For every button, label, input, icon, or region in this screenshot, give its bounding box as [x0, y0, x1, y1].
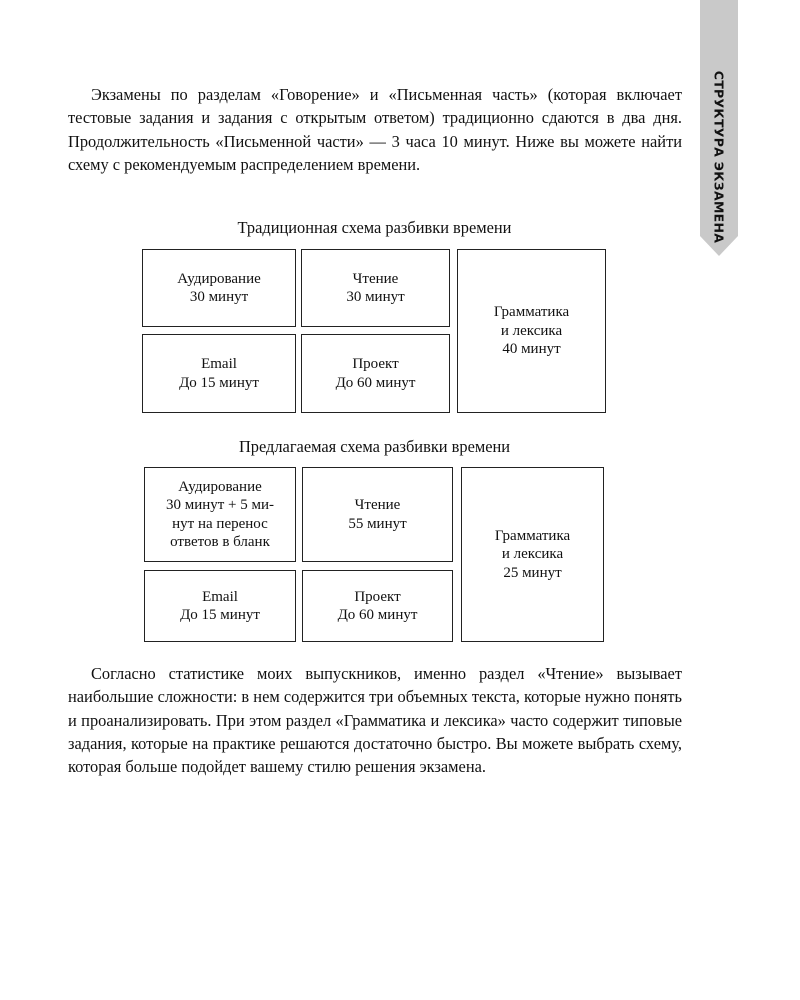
block-line: и лексика	[501, 546, 564, 563]
proposed-listening-block	[144, 467, 296, 562]
closing-paragraph: Согласно статистике моих выпускников, именно раздел «Чтение» вызывает наибольшие сложности: в нем содержится три объемных текста, которые нужно понять и проанализировать. При этом раздел «Грамматика и лексика» часто содержит типовые задания, которые на практике решаются достаточно быстро. Вы можете выбрать схему, которая больше подойдет вашему стилю решения экзамена.	[68, 664, 682, 777]
block-line: 55 минут	[348, 515, 407, 532]
block-line: нут на перенос	[172, 515, 268, 532]
block-line: Грамматика	[494, 527, 571, 544]
intro-paragraph: Экзамены по разделам «Говорение» и «Письменная часть» (которая включает тестовые задания и задания с открытым ответом) традиционно сдаются в два дня. Продолжительность «Письменной части» — 3 часа 10 минут. Ниже вы можете найти схему с рекомендуемым распределением времени.	[68, 85, 682, 174]
traditional-grammar-block	[457, 249, 606, 413]
proposed-reading-block	[302, 467, 453, 562]
block-line: Email	[202, 588, 238, 605]
block-line: 40 минут	[502, 341, 561, 358]
traditional-email-block	[142, 334, 296, 413]
block-line: и лексика	[500, 322, 563, 339]
block-line: Email	[201, 356, 237, 372]
proposed-grammar-block	[461, 467, 604, 642]
proposed-email-block	[144, 570, 296, 642]
block-line: До 60 минут	[335, 374, 416, 391]
block-line: До 15 минут	[179, 374, 259, 391]
block-line: Проект	[354, 588, 401, 605]
side-tab-label: СТРУКТУРА ЭКЗАМЕНА	[711, 70, 727, 244]
traditional-scheme-title: Традиционная схема разбивки времени	[237, 218, 512, 237]
block-line: Аудирование	[177, 270, 261, 287]
block-line: До 15 минут	[180, 607, 260, 623]
traditional-project-block	[301, 334, 450, 413]
block-line: До 60 минут	[337, 607, 418, 623]
block-line: 30 минут	[189, 289, 249, 305]
traditional-reading-block	[301, 249, 450, 327]
proposed-scheme-title: Предлагаемая схема разбивки времени	[238, 437, 511, 456]
block-line: Чтение	[352, 270, 399, 287]
block-line: 30 минут	[346, 289, 405, 305]
block-line: Чтение	[354, 497, 401, 513]
block-line: 30 минут + 5 ми-	[165, 497, 275, 513]
block-line: Аудирование	[178, 478, 262, 495]
traditional-listening-block	[142, 249, 296, 327]
proposed-project-block	[302, 570, 453, 642]
block-line: 25 минут	[503, 564, 562, 581]
block-line: Проект	[352, 356, 399, 372]
block-line: Грамматика	[493, 304, 570, 321]
block-line: ответов в бланк	[170, 534, 270, 550]
